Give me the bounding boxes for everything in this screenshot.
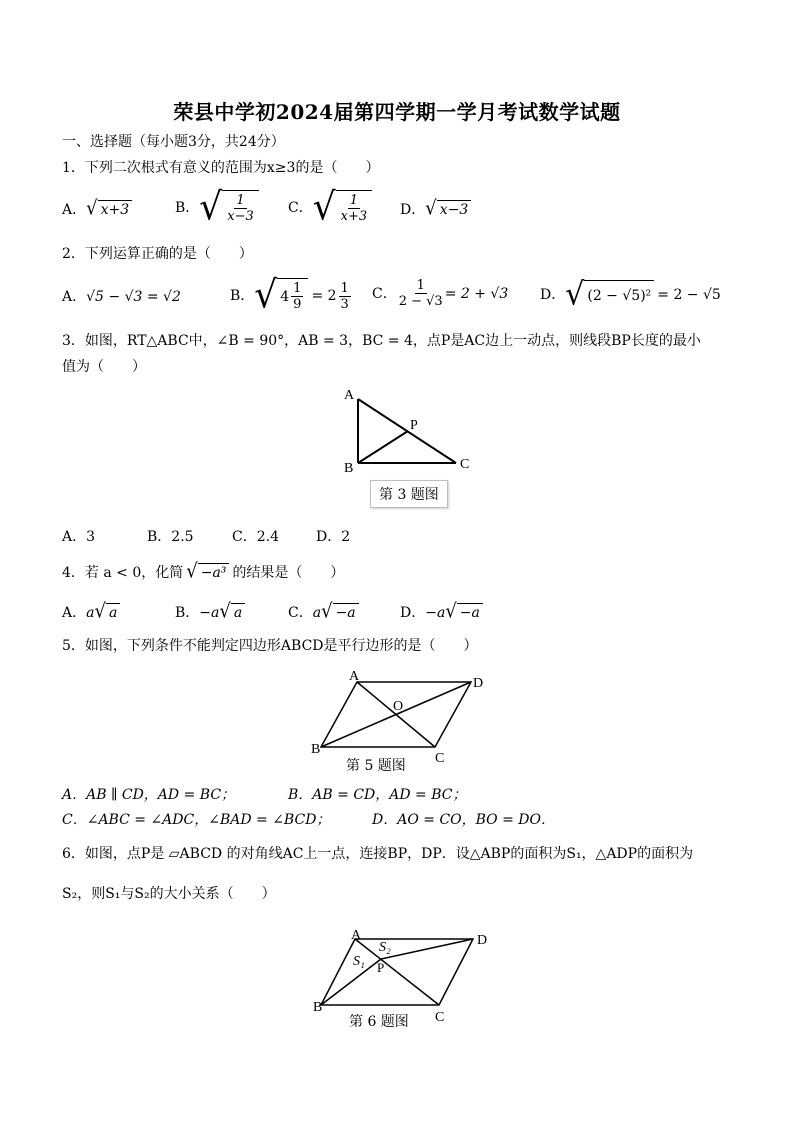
sqrt-expr: √ $\frac{1}{x-3}$ [199,190,258,226]
sqrt-expr: √ a [94,603,120,622]
q5-label-o: O [393,699,404,714]
sqrt-expr: √ a [219,603,245,622]
q6-stem-line2: S₂，则S₁与S₂的大小关系（ ） [62,886,276,902]
q6-segment-bp [321,959,381,1005]
q3-option-b[interactable]: B．2.5 [147,529,194,545]
q2-option-c[interactable]: C． $\frac{1}{2 - √3}$ = 2 + √3 [372,278,509,309]
q3-option-c[interactable]: C．2.4 [232,529,279,545]
q3-option-d[interactable]: D．2 [316,529,351,545]
q5-option-d[interactable]: D．AO = CO，BO = DO． [372,812,555,828]
q3-figure [338,385,478,480]
q4-option-a[interactable]: A． a √ a [62,603,120,622]
q3-stem-line2: 值为（ ） [62,359,146,375]
q2-option-d[interactable]: D． √ (2 − √5)² = 2 − √5 [540,276,721,313]
q4-option-c[interactable]: C． a √ −a [288,603,359,622]
q6-label-c: C [435,1010,445,1025]
q5-caption: 第 5 题图 [346,758,406,774]
page-title: 荣县中学初2024届第四学期一学月考试数学试题 [173,100,621,124]
q6-caption: 第 6 题图 [349,1014,409,1030]
q3-label-b: B [344,461,354,476]
q3-label-p: P [410,418,418,433]
sqrt-expr: √ x−3 [425,200,471,219]
sqrt-expr: √ 4 $\frac{1}{9}$ [254,278,308,314]
q6-label-s1: S₁ [353,954,365,969]
q6-figure [305,925,505,1025]
q5-option-a[interactable]: A．AB ∥ CD，AD = BC； [62,787,236,803]
q6-label-d: D [477,933,488,948]
q5-label-a: A [349,669,360,684]
q4-option-b[interactable]: B． −a √ a [175,603,245,622]
q2-stem: 2．下列运算正确的是（ ） [62,246,253,262]
q2-option-a[interactable]: A． √5 − √3 = √2 [62,289,181,305]
q6-label-b: B [313,1000,323,1015]
q5-stem: 5．如图，下列条件不能判定四边形ABCD是平行边形的是（ ） [62,638,478,654]
q5-option-b[interactable]: B．AB = CD，AD = BC； [288,787,467,803]
q3-option-a[interactable]: A．3 [62,529,96,545]
sqrt-expr: √ (2 − √5)² [565,280,654,310]
q1-stem: 1．下列二次根式有意义的范围为x≥3的是（ ） [62,160,380,176]
q5-option-c[interactable]: C．∠ABC = ∠ADC，∠BAD = ∠BCD； [62,812,331,828]
q6-label-a: A [351,928,362,943]
q3-label-a: A [344,388,355,403]
sqrt-expr: √ $\frac{1}{x+3}$ [313,190,372,226]
q3-stem-line1: 3．如图，RT△ABC中，∠B = 90°，AB = 3，BC = 4，点P是AC边上一动点，则线段BP长度的最小 [62,333,701,349]
q6-label-p: P [377,960,385,975]
q2-option-b[interactable]: B． √ 4 $\frac{1}{9}$ = 2 $\frac{1}{3}$ [230,273,349,317]
q3-segment-bp [358,431,408,463]
q6-stem-line1: 6．如图，点P是 ▱ABCD 的对角线AC上一点，连接BP，DP．设△ABP的面积为S₁，△ADP的面积为 [62,846,694,862]
q6-label-s2: S₂ [379,940,391,955]
section-header: 一、选择题（每小题3分，共24分） [62,134,285,150]
q1-option-a[interactable]: A． √ x+3 [62,200,132,219]
q6-segment-dp [381,939,473,959]
q1-option-d[interactable]: D． √ x−3 [400,200,471,219]
q3-label-c: C [460,457,470,472]
q1-option-b[interactable]: B． √ $\frac{1}{x-3}$ [175,190,259,226]
q4-option-d[interactable]: D． −a √ −a [400,603,483,622]
q5-figure [305,665,495,765]
q5-label-d: D [473,676,484,691]
q5-label-b: B [311,742,321,757]
sqrt-expr: √ x+3 [86,200,132,219]
q4-stem: 4．若 a < 0，化简 √ −a³ 的结果是（ ） [62,559,345,583]
q5-diagonal-bd [321,682,471,747]
q1-option-c[interactable]: C． √ $\frac{1}{x+3}$ [288,190,372,226]
q5-label-c: C [435,751,445,765]
sqrt-expr: √ −a [445,603,483,622]
q3-caption: 第 3 题图 [370,480,448,508]
sqrt-expr: √ −a [321,603,359,622]
